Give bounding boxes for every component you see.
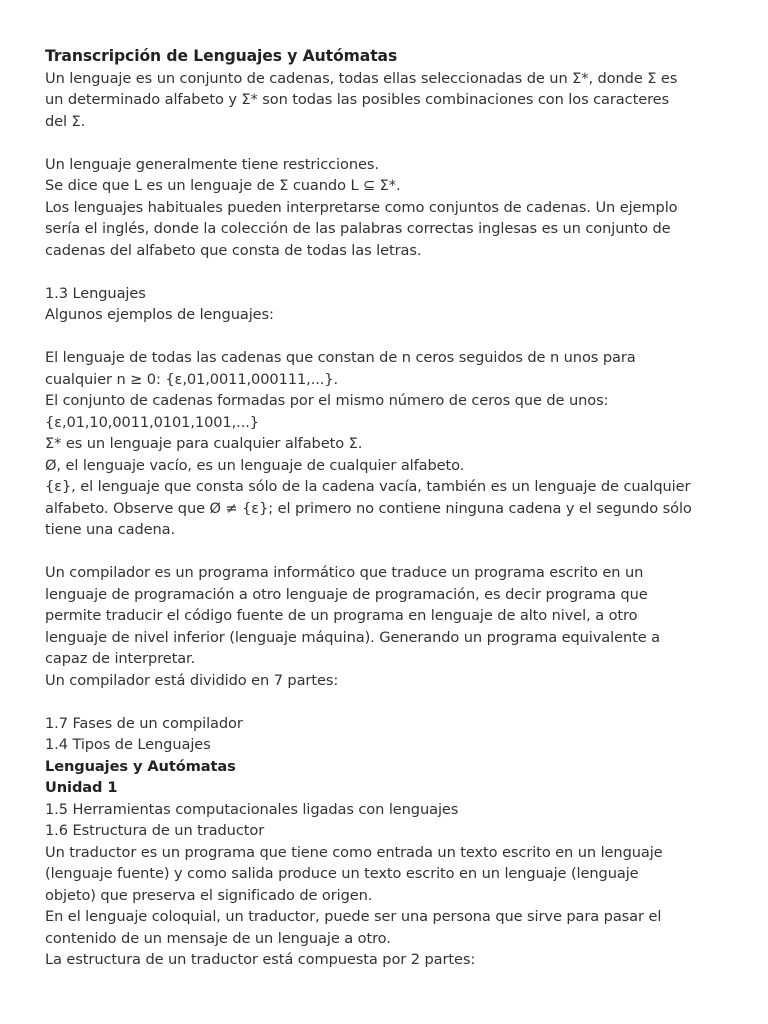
section-heading: 1.7 Fases de un compilador — [45, 714, 243, 732]
paragraph-line: {ε}, el lenguaje que consta sólo de la cadena vacía, también es un lenguaje de cualquier — [45, 478, 691, 495]
paragraph-gap — [45, 541, 735, 563]
paragraph-line: lenguaje de programación a otro lenguaje de programación, es decir programa que — [45, 585, 648, 603]
paragraph-line: Se dice que L es un lenguaje de Σ cuando L ⊆ Σ*. — [45, 177, 401, 194]
paragraph-line: cadenas del alfabeto que consta de todas las letras. — [45, 241, 422, 259]
document-title: Transcripción de Lenguajes y Autómatas — [45, 47, 398, 65]
paragraph-line: Un lenguaje es un conjunto de cadenas, todas ellas seleccionadas de un Σ*, donde Σ es — [45, 69, 678, 87]
paragraph-line: cualquier n ≥ 0: {ε,01,0011,000111,...}. — [45, 370, 339, 388]
paragraph-line: Un compilador es un programa informático que traduce un programa escrito en un — [45, 564, 644, 581]
paragraph-line: El conjunto de cadenas formadas por el mismo número de ceros que de unos: — [45, 392, 609, 409]
paragraph-line: lenguaje de nivel inferior (lenguaje máquina). Generando un programa equivalente a — [45, 628, 660, 646]
paragraph-line: un determinado alfabeto y Σ* son todas las posibles combinaciones con los caracteres — [45, 91, 670, 108]
paragraph-line: (lenguaje fuente) y como salida produce un texto escrito en un lenguaje (lenguaje — [45, 865, 639, 882]
bold-heading: Unidad 1 — [45, 779, 118, 796]
paragraph-line: del Σ. — [45, 112, 86, 130]
paragraph-line: Un lenguaje generalmente tiene restricciones. — [45, 155, 379, 173]
paragraph-line: Ø, el lenguaje vacío, es un lenguaje de cualquier alfabeto. — [45, 456, 465, 474]
paragraph-line: tiene una cadena. — [45, 521, 176, 538]
paragraph-line: Los lenguajes habituales pueden interpretarse como conjuntos de cadenas. Un ejemplo — [45, 198, 678, 216]
paragraph-line: permite traducir el código fuente de un programa en lenguaje de alto nivel, a otro — [45, 607, 638, 624]
section-heading: 1.3 Lenguajes — [45, 284, 146, 302]
paragraph-line: {ε,01,10,0011,0101,1001,...} — [45, 413, 259, 431]
paragraph-line: objeto) que preserva el significado de origen. — [45, 886, 373, 904]
paragraph-line: Σ* es un lenguaje para cualquier alfabeto Σ. — [45, 435, 363, 452]
section-heading: 1.6 Estructura de un traductor — [45, 822, 265, 839]
paragraph-line: alfabeto. Observe que Ø ≠ {ε}; el primero no contiene ninguna cadena y el segundo sólo — [45, 499, 692, 517]
document-page — [45, 46, 735, 971]
paragraph-gap — [45, 132, 735, 154]
paragraph-line: sería el inglés, donde la colección de las palabras correctas inglesas es un conjunto de — [45, 220, 671, 237]
paragraph-line: En el lenguaje coloquial, un traductor, puede ser una persona que sirve para pasar el — [45, 908, 662, 925]
section-heading: 1.5 Herramientas computacionales ligadas con lenguajes — [45, 800, 459, 818]
section-heading: 1.4 Tipos de Lenguajes — [45, 736, 211, 753]
bold-heading: Lenguajes y Autómatas — [45, 757, 236, 775]
paragraph-line: capaz de interpretar. — [45, 650, 196, 667]
paragraph-line: Un compilador está dividido en 7 partes: — [45, 671, 339, 689]
paragraph-line: El lenguaje de todas las cadenas que constan de n ceros seguidos de n unos para — [45, 349, 636, 366]
paragraph-line: Algunos ejemplos de lenguajes: — [45, 306, 274, 323]
paragraph-line: La estructura de un traductor está compuesta por 2 partes: — [45, 951, 476, 968]
paragraph-line: Un traductor es un programa que tiene como entrada un texto escrito en un lenguaje — [45, 843, 663, 861]
paragraph-line: contenido de un mensaje de un lenguaje a otro. — [45, 929, 391, 947]
paragraph-gap — [45, 326, 735, 348]
paragraph-gap — [45, 691, 735, 713]
paragraph-gap — [45, 261, 735, 283]
